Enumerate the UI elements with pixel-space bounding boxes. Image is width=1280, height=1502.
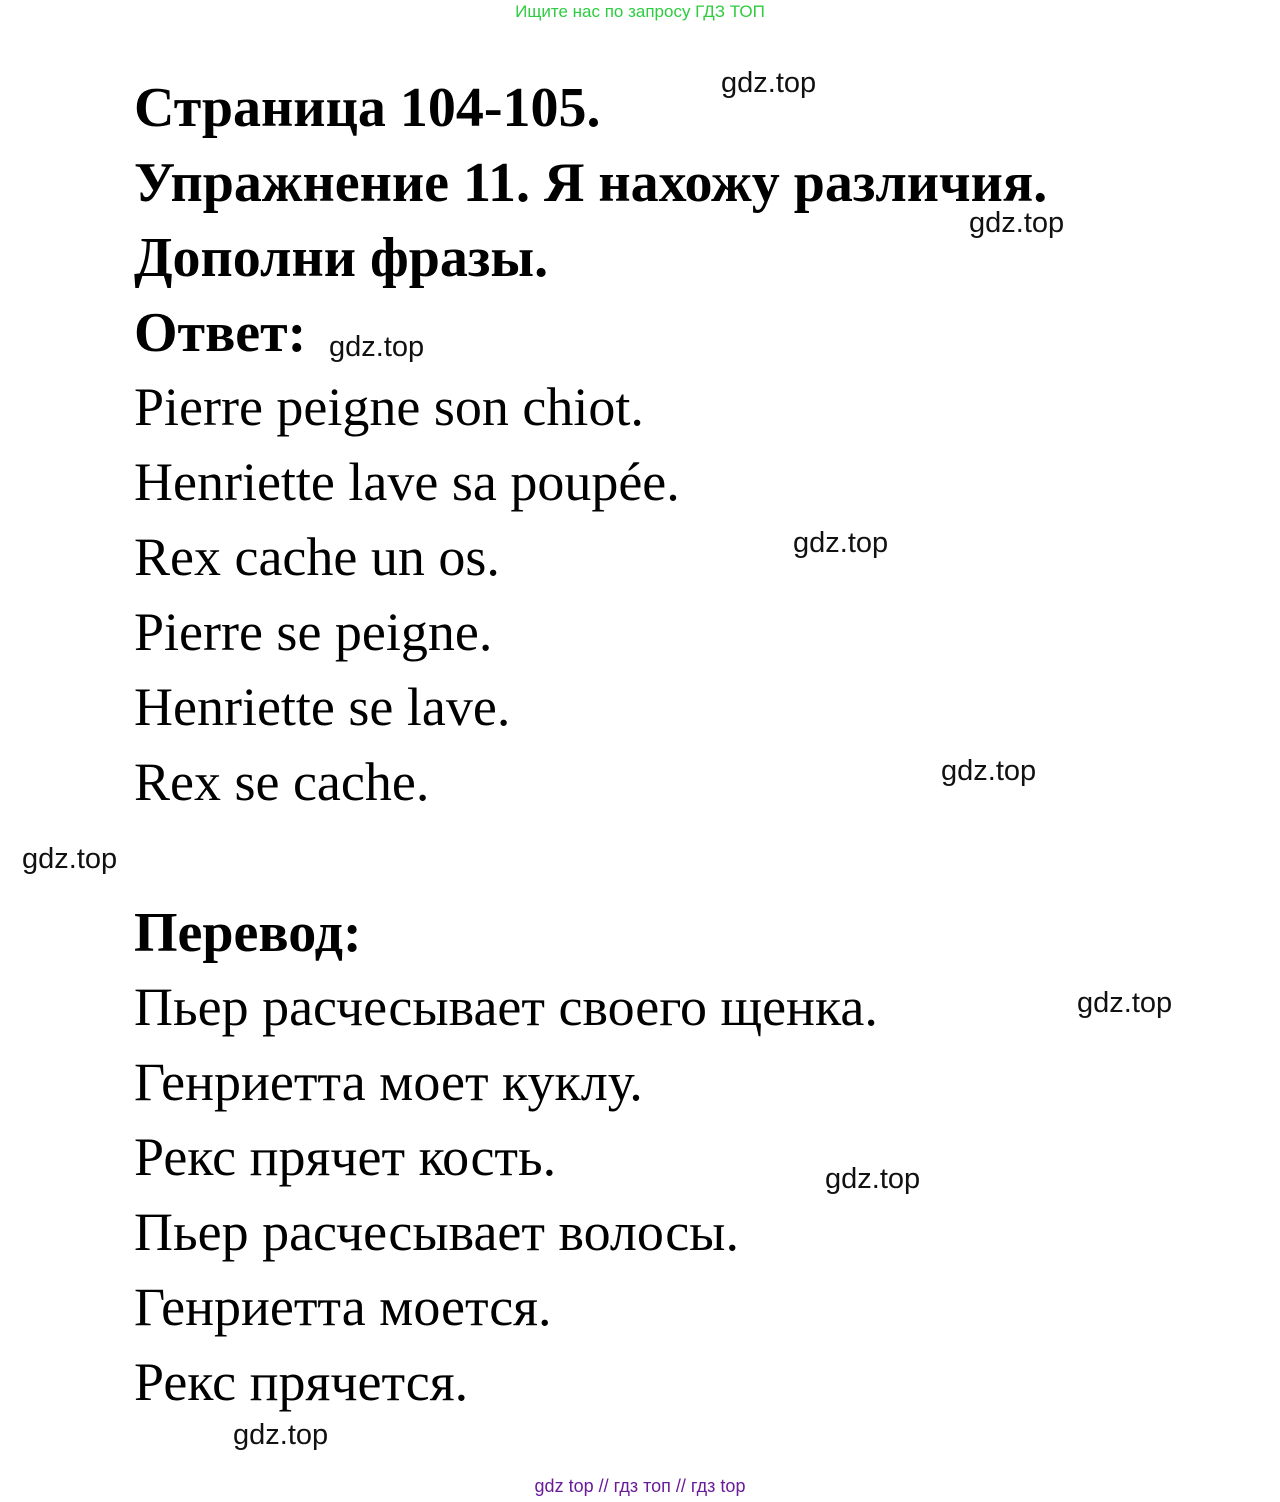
answer-line: Rex cache un os. — [134, 527, 500, 587]
watermark: gdz.top — [721, 67, 817, 99]
top-banner: Ищите нас по запросу ГДЗ ТОП — [515, 2, 765, 21]
answer-line: Henriette se lave. — [134, 677, 511, 737]
translation-label: Перевод: — [134, 902, 362, 964]
answer-line: Henriette lave sa poupée. — [134, 452, 680, 512]
watermark: gdz.top — [969, 207, 1065, 239]
watermark: gdz.top — [1077, 987, 1173, 1019]
translation-line: Рекс прячется. — [134, 1352, 469, 1412]
footer: gdz top // гдз топ // гдз top — [534, 1476, 746, 1496]
translation-line: Пьер расчесывает волосы. — [134, 1202, 739, 1262]
translation-line: Генриетта моется. — [134, 1277, 552, 1337]
answer-line: Rex se cache. — [134, 752, 430, 812]
page-title: Страница 104-105. — [134, 77, 601, 139]
answer-line: Pierre se peigne. — [134, 602, 493, 662]
watermark: gdz.top — [329, 331, 425, 363]
translation-line: Рекс прячет кость. — [134, 1127, 557, 1187]
watermark: gdz.top — [22, 843, 118, 875]
translation-line: Генриетта моет куклу. — [134, 1052, 643, 1112]
watermark: gdz.top — [825, 1163, 921, 1195]
watermark: gdz.top — [941, 755, 1037, 787]
translation-line: Пьер расчесывает своего щенка. — [134, 977, 878, 1037]
answer-label: Ответ: — [134, 302, 307, 364]
exercise-title: Упражнение 11. Я нахожу различия. — [134, 152, 1048, 214]
answer-line: Pierre peigne son chiot. — [134, 377, 644, 437]
watermark: gdz.top — [793, 527, 889, 559]
task-text: Дополни фразы. — [134, 227, 549, 289]
watermark: gdz.top — [233, 1419, 329, 1451]
